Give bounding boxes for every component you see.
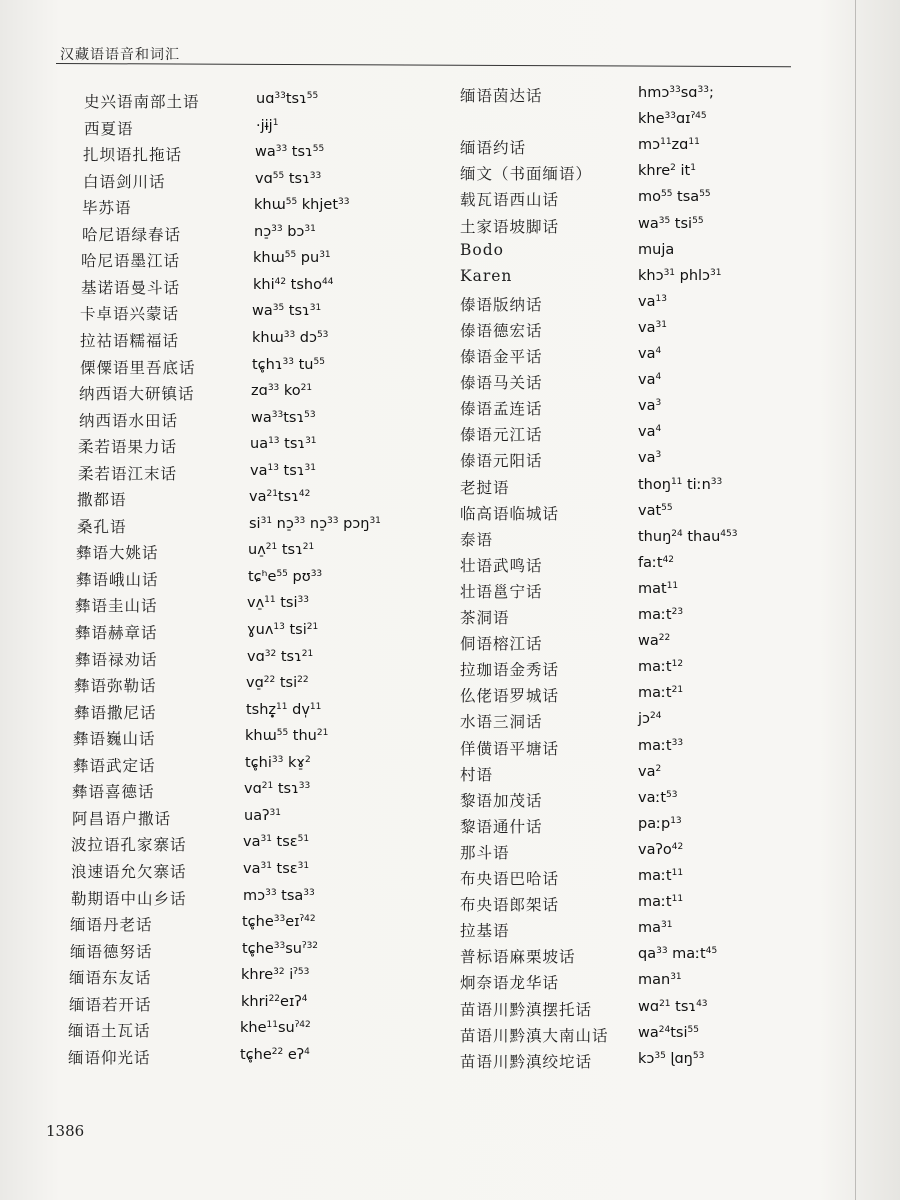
entry-language: 苗语川黔滇绞坨话 — [460, 1052, 593, 1071]
entry-language: 拉基语 — [460, 922, 510, 941]
entry-language: 白语剑川话 — [83, 172, 166, 191]
entry-language: 拉珈语金秀话 — [460, 661, 560, 680]
entry-language: 彝语大姚话 — [76, 544, 159, 563]
entry-language: 傣语孟连话 — [460, 400, 543, 419]
entry-form: paːp$^{13}$ — [638, 815, 682, 832]
entry-form: $wa^{22}$ — [638, 633, 671, 650]
entry-language: 纳西语大研镇话 — [79, 385, 195, 404]
entry-form: maːt$^{33}$ — [638, 737, 684, 754]
entry-form: $va^{13}$ — [638, 293, 667, 310]
entry-language: 那斗语 — [460, 843, 510, 862]
entry-form: tɕʰe$^{55}$ pʊ$^{33}$ — [248, 568, 323, 585]
entry-language: 拉祜语糯福话 — [80, 331, 180, 350]
entry-form: khɯ$^{55}$ thu$^{21}$ — [245, 728, 329, 745]
entry-language: 佯僙语平塘话 — [460, 739, 560, 758]
entry-language: 柔若语果力话 — [78, 438, 178, 457]
entry-form: faːt$^{42}$ — [638, 554, 675, 571]
entry-form: vɑ$^{32}$ tsɿ$^{21}$ — [247, 648, 314, 665]
entry-language: 仫佬语罗城话 — [460, 687, 560, 706]
entry-form: $va^3$ — [638, 450, 662, 467]
entry-language: 桑孔语 — [77, 517, 127, 536]
entry-form: $va^4$ — [638, 372, 662, 389]
entry-form: $khe^{11}su^{ʔ42}$ — [240, 1020, 311, 1037]
entry-form: nɔ̠$^{33}$ bɔ$^{31}$ — [254, 223, 316, 240]
entry-language: 缅语仰光话 — [68, 1048, 151, 1067]
entry-language: 阿昌语户撒话 — [72, 809, 172, 828]
entry-form: $tɕ̥he^{33}su^{ʔ32}$ — [242, 940, 319, 957]
entry-language: 彝语赫章话 — [75, 624, 158, 642]
entry-form: uʌ̠$^{21}$ tsɿ$^{21}$ — [248, 542, 315, 559]
entry-language: 缅语茵达话 — [460, 87, 543, 105]
entry-form: wɑ$^{21}$ tsɿ$^{43}$ — [638, 998, 708, 1015]
entry-language: 彝语巍山话 — [73, 730, 156, 749]
entry-language: 傣语版纳话 — [460, 295, 543, 314]
entry-form: maːt$^{21}$ — [638, 685, 684, 702]
page-number: 1386 — [46, 1122, 85, 1140]
entry-language: 缅语约话 — [460, 139, 527, 158]
entry-form: maːt$^{11}$ — [638, 894, 684, 911]
entry-language: 西夏语 — [84, 119, 134, 138]
entry-language: 老挝语 — [460, 478, 510, 497]
entry-language: 哈尼语墨江话 — [81, 252, 181, 271]
entry-form: mɔ$^{11}$zɑ$^{11}$ — [638, 137, 700, 154]
entry-language: 缅语土瓦话 — [68, 1022, 151, 1041]
entry-language: 水语三洞话 — [460, 713, 543, 732]
entry-form: vat$^{55}$ — [638, 502, 673, 519]
entry-form: $va^4$ — [638, 424, 662, 441]
entry-form: $va^4$ — [638, 346, 662, 362]
entry-language: 布央语郎架话 — [460, 896, 560, 915]
entry-language: 纳西语水田话 — [79, 411, 179, 430]
entry-form: jɔ$^{24}$ — [638, 711, 662, 728]
entry-form: vɑ$^{21}$ tsɿ$^{33}$ — [244, 781, 311, 798]
entry-language: 基诺语曼斗话 — [81, 278, 181, 297]
entry-form: man$^{31}$ — [638, 972, 682, 989]
entry-form: uaʔ$^{31}$ — [244, 807, 281, 824]
page-edge-line — [855, 0, 856, 1200]
entry-language: 土家语坡脚话 — [460, 217, 560, 236]
entry-form: $wa^{33}tsɿ^{53}$ — [251, 409, 316, 426]
entry-language: 载瓦语西山话 — [460, 191, 560, 210]
entry-form: kɔ$^{35}$ ɭɑŋ$^{53}$ — [638, 1050, 705, 1067]
entry-language: 炯奈语龙华话 — [460, 974, 560, 993]
entry-form: vɑ$^{55}$ tsɿ$^{33}$ — [255, 170, 322, 187]
entry-language: 彝语圭山话 — [75, 597, 158, 616]
entry-form: vɑ̠$^{22}$ tsi$^{22}$ — [246, 675, 309, 692]
entry-form: $qa^{33}$ maːt$^{45}$ — [638, 946, 718, 963]
entry-language: 撒都语 — [77, 491, 127, 510]
entry-form: $tɕ̥he^{33}eɪ^{ʔ42}$ — [242, 914, 316, 931]
running-head: 汉藏语语音和词汇 — [60, 47, 180, 63]
entry-language: 傣语金平话 — [460, 348, 543, 366]
entry-language: Bodo — [460, 240, 504, 259]
entry-form: $mo^{55}$ tsa$^{55}$ — [638, 189, 711, 206]
entry-language: 傈僳语里吾底话 — [80, 358, 196, 377]
entry-language: 普标语麻栗坡话 — [460, 948, 576, 967]
entry-language: 傣语元阳话 — [460, 452, 543, 471]
entry-language: 彝语弥勒话 — [74, 677, 157, 696]
entry-language: 布央语巴哈话 — [460, 870, 560, 888]
entry-form: khe$^{33}$ɑɪ$^{ʔ45}$ — [638, 111, 707, 128]
entry-form: $tɕ̥hi^{33}$ kɤ̠$^2$ — [245, 754, 311, 771]
entry-form: hmɔ$^{33}$sɑ$^{33}$; — [638, 85, 714, 101]
entry-form: vʌ̠$^{11}$ tsi$^{33}$ — [247, 595, 309, 612]
entry-language: 缅语德努话 — [70, 942, 153, 961]
entry-form: $si^{31}$ nɔ̠$^{33}$ nɔ̠$^{33}$ pɔŋ$^{31}$ — [249, 515, 381, 532]
entry-form: khɯ$^{55}$ khjet$^{33}$ — [254, 197, 350, 214]
entry-language: 缅语丹老话 — [70, 916, 153, 935]
entry-form: uɑ$^{33}$tsɿ$^{55}$ — [256, 91, 319, 107]
entry-language: 苗语川黔滇大南山话 — [460, 1026, 609, 1045]
entry-language: 茶洞语 — [460, 609, 510, 627]
entry-form: $va^{31}$ tsɛ$^{51}$ — [243, 834, 310, 851]
entry-form: $wa^{24}tsi^{55}$ — [638, 1024, 699, 1041]
entry-form: maːt$^{23}$ — [638, 607, 684, 623]
entry-language: 缅文（书面缅语） — [460, 165, 593, 184]
entry-language: 傣语元江话 — [460, 426, 543, 445]
entry-form: vaʔo$^{42}$ — [638, 841, 684, 858]
entry-form: tɕ̥hɿ$^{33}$ $tu^{55}$ — [252, 356, 325, 373]
entry-form: $wa^{35}$ tsɿ$^{31}$ — [252, 303, 322, 320]
entry-language: 黎语加茂话 — [460, 791, 543, 810]
entry-form: $va^{31}$ tsɛ$^{31}$ — [243, 860, 310, 877]
entry-language: 彝语峨山话 — [76, 570, 159, 589]
entry-language: 毕苏语 — [82, 199, 132, 218]
entry-language: 彝语禄劝话 — [75, 650, 158, 669]
entry-language: 傣语马关话 — [460, 374, 543, 393]
entry-language: 临高语临城话 — [460, 504, 560, 523]
entry-language: 勒期语中山乡话 — [71, 889, 187, 908]
entry-form: khre$^{32}$ $i^{ʔ53}$ — [241, 967, 310, 984]
entry-form: khi$^{42}$ tsho$^{44}$ — [253, 276, 334, 293]
entry-form: vaːt$^{53}$ — [638, 789, 678, 806]
entry-form: tshẓ̥$^{11}$ dv̩$^{11}$ — [246, 701, 322, 718]
entry-form: $tɕ̥he^{22}$ eʔ$^4$ — [240, 1046, 310, 1063]
entry-language: 泰语 — [460, 530, 494, 549]
entry-language: 哈尼语绿春话 — [82, 225, 182, 244]
entry-language: 苗语川黔滇摆托话 — [460, 1000, 593, 1019]
entry-language: 黎语通什话 — [460, 817, 543, 836]
entry-form: khre$^2$ $it^1$ — [638, 163, 696, 180]
entry-form: $va^2$ — [638, 763, 662, 780]
entry-language: 壮语邕宁话 — [460, 582, 543, 601]
entry-form: $ma^{31}$ — [638, 920, 673, 937]
entry-language: 缅语若开话 — [69, 995, 152, 1014]
entry-form: khɔ$^{31}$ phlɔ$^{31}$ — [638, 267, 722, 284]
entry-form: $va^3$ — [638, 398, 662, 415]
entry-form: $va^{31}$ — [638, 319, 667, 336]
entry-language: Karen — [460, 266, 513, 285]
entry-form: $va^{13}$ tsɿ$^{31}$ — [250, 462, 316, 479]
entry-form: maːt$^{11}$ — [638, 868, 684, 884]
entry-language: 波拉语孔家寨话 — [71, 836, 187, 855]
entry-language: 史兴语南部土语 — [84, 93, 200, 111]
entry-language: 彝语撒尼话 — [74, 703, 157, 722]
entry-form: maːt$^{12}$ — [638, 659, 684, 676]
entry-form: khɯ$^{55}$ $pu^{31}$ — [253, 250, 331, 267]
entry-form: muja — [638, 241, 675, 258]
entry-form: $ua^{13}$ tsɿ$^{31}$ — [250, 436, 317, 453]
entry-form: ·jɨj$^1$ — [256, 117, 279, 134]
entry-form: $va^{21}tsɿ^{42}$ — [249, 489, 311, 506]
entry-language: 壮语武鸣话 — [460, 556, 543, 575]
entry-form: khri$^{22}$eɪʔ$^4$ — [241, 993, 308, 1010]
entry-language: 浪速语允欠寨话 — [71, 862, 187, 881]
entry-form: mɔ$^{33}$ tsa$^{33}$ — [243, 887, 315, 904]
entry-form: thuŋ$^{24}$ thau$^{453}$ — [638, 528, 738, 545]
entry-language: 侗语榕江话 — [460, 635, 543, 654]
entry-form: thoŋ$^{11}$ tiːn$^{33}$ — [638, 476, 723, 493]
entry-language: 傣语德宏话 — [460, 321, 543, 340]
entry-language: 彝语武定话 — [73, 756, 156, 775]
entry-language: 彝语喜德话 — [72, 783, 155, 802]
entry-language: 卡卓语兴蒙话 — [80, 305, 180, 324]
entry-language: 缅语东友话 — [69, 969, 152, 988]
entry-language: 柔若语江末话 — [78, 464, 178, 483]
entry-language: 扎坝语扎拖话 — [83, 146, 183, 165]
entry-form: khɯ$^{33}$ dɔ$^{53}$ — [252, 329, 329, 346]
entry-form: $wa^{33}$ tsɿ$^{55}$ — [255, 144, 325, 161]
entry-form: mat$^{11}$ — [638, 580, 679, 597]
entry-form: ɣuʌ$^{13}$ tsi$^{21}$ — [247, 622, 319, 638]
entry-form: $wa^{35}$ tsi$^{55}$ — [638, 215, 704, 232]
entry-language: 村语 — [460, 765, 494, 784]
entry-form: zɑ$^{33}$ $ko^{21}$ — [251, 383, 313, 400]
